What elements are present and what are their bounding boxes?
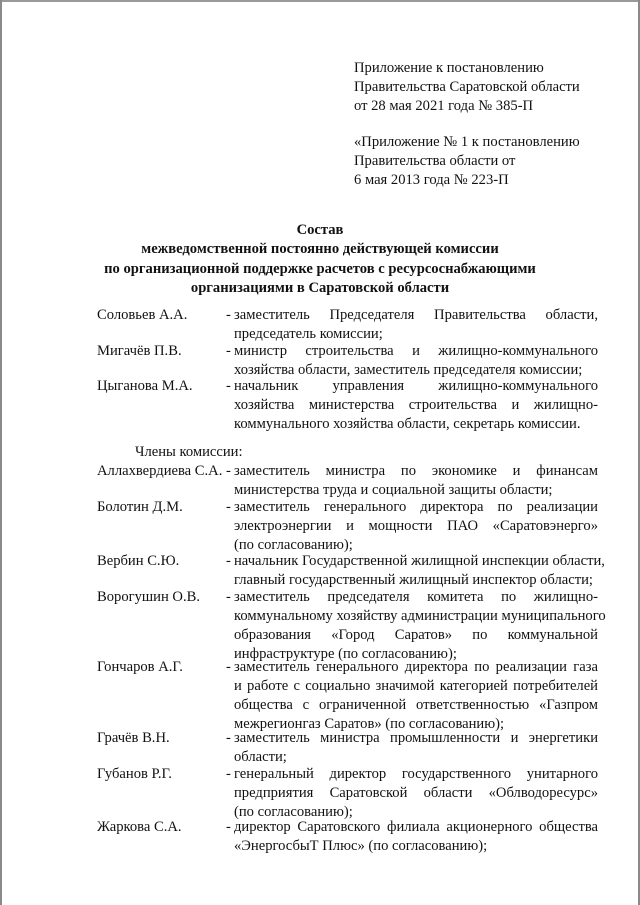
role-line: заместитель министра по экономике и финансам (234, 463, 598, 479)
role-line: коммунального хозяйства области, секретарь комиссии. (234, 416, 581, 432)
member-name: Вербин С.Ю. (97, 553, 180, 569)
title-line: Состав (296, 222, 344, 238)
role-line: электроэнергии и мощности ПАО «Саратовэнерго» (234, 518, 598, 534)
member-role (234, 588, 606, 664)
role-line: заместитель генерального директора по реализации (234, 499, 598, 515)
member-name: Соловьев А.А. (97, 307, 188, 323)
header-line: от 28 мая 2021 года № 385-П (354, 98, 534, 114)
member-name: Цыганова М.А. (97, 378, 193, 394)
header-line: 6 мая 2013 года № 223-П (354, 172, 509, 188)
role-line: области; (234, 749, 287, 765)
role-line: инфраструктуре (по согласованию); (234, 646, 457, 662)
member-name: Аллахвердиева С.А. (97, 463, 223, 479)
member-role (234, 552, 605, 590)
role-line: министр строительства и жилищно-коммунального (234, 343, 598, 359)
member-name: Болотин Д.М. (97, 499, 183, 515)
member-role (234, 765, 598, 822)
document-title (80, 221, 560, 298)
role-line: предприятия Саратовской области «Облводоресурс» (234, 785, 598, 801)
member-role (234, 658, 598, 734)
member-name: Ворогушин О.В. (97, 589, 200, 605)
scan-border-left (0, 0, 2, 905)
member-name: Гончаров А.Г. (97, 659, 183, 675)
role-line: заместитель генерального директора по реализации газа (234, 659, 598, 675)
entry-dash: - (226, 766, 231, 782)
role-line: образования «Город Саратов» по коммунальной (234, 627, 598, 643)
original-appendix-header (354, 133, 624, 190)
member-role (234, 498, 598, 555)
members-heading: Члены комиссии: (135, 444, 243, 460)
entry-dash: - (226, 819, 231, 835)
role-line: общества с ограниченной ответственностью «Газпром (234, 697, 598, 713)
role-line: и работе с социально значимой категорией потребителей (234, 678, 598, 694)
entry-dash: - (226, 343, 231, 359)
role-line: министерства труда и социальной защиты области; (234, 482, 553, 498)
role-line: заместитель министра промышленности и энергетики (234, 730, 598, 746)
header-line: Приложение к постановлению (354, 60, 544, 76)
header-line: Правительства Саратовской области (354, 79, 580, 95)
role-line: «ЭнергосбыТ Плюс» (по согласованию); (234, 838, 488, 854)
role-line: главный государственный жилищный инспектор области; (234, 572, 593, 588)
member-name: Мигачёв П.В. (97, 343, 182, 359)
entry-dash: - (226, 553, 231, 569)
title-line: организациями в Саратовской области (190, 279, 450, 296)
member-role (234, 729, 598, 767)
role-line: (по согласованию); (234, 804, 353, 820)
role-line: начальник управления жилищно-коммунального (234, 378, 598, 394)
entry-dash: - (226, 463, 231, 479)
title-line: межведомственной постоянно действующей комиссии (141, 241, 499, 258)
member-name: Грачёв В.Н. (97, 730, 170, 746)
member-role (234, 377, 598, 434)
entry-dash: - (226, 378, 231, 394)
role-line: председатель комиссии; (234, 326, 383, 342)
member-name: Губанов Р.Г. (97, 766, 172, 782)
entry-dash: - (226, 730, 231, 746)
entry-dash: - (226, 307, 231, 323)
title-line: по организационной поддержке расчетов с ресурсоснабжающими (104, 260, 536, 277)
role-line: хозяйства области, заместитель председателя комиссии; (234, 362, 583, 378)
role-line: заместитель Председателя Правительства области, (234, 307, 598, 323)
role-line: хозяйства министерства строительства и жилищно- (234, 397, 598, 413)
role-line: генеральный директор государственного унитарного (234, 766, 598, 782)
header-line: «Приложение № 1 к постановлению (354, 134, 580, 150)
member-role (234, 462, 598, 500)
role-line: межрегионгаз Саратов» (по согласованию); (234, 716, 505, 732)
role-line: коммунальному хозяйству администрации муниципального (234, 608, 606, 624)
appendix-header (354, 59, 624, 116)
entry-dash: - (226, 659, 231, 675)
member-role (234, 306, 598, 344)
role-line: (по согласованию); (234, 537, 353, 553)
role-line: директор Саратовского филиала акционерного общества (234, 819, 598, 835)
entry-dash: - (226, 499, 231, 515)
header-line: Правительства области от (354, 153, 516, 169)
member-name: Жаркова С.А. (97, 819, 182, 835)
entry-dash: - (226, 589, 231, 605)
member-role (234, 342, 598, 380)
role-line: начальник Государственной жилищной инспекции области, (234, 553, 605, 569)
member-role (234, 818, 598, 856)
role-line: заместитель председателя комитета по жилищно- (234, 589, 598, 605)
scan-border-top (0, 0, 640, 2)
